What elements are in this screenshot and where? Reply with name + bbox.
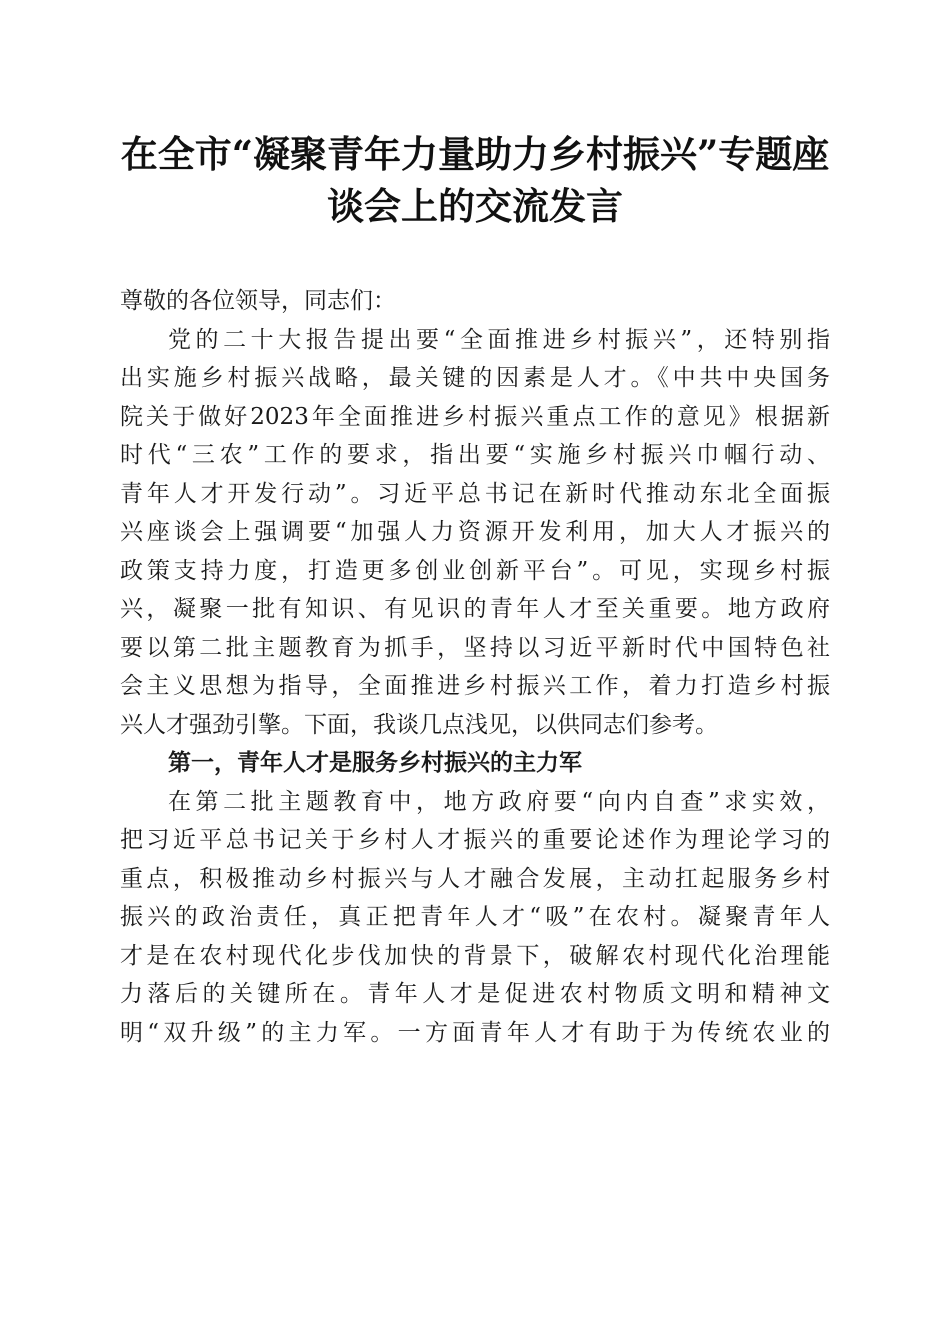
paragraph-1-line: 要以第二批主题教育为抓手，坚持以习近平新时代中国特色社 <box>120 634 830 661</box>
paragraph-1-line: 出实施乡村振兴战略，最关键的因素是人才。《中共中央国务 <box>120 365 830 391</box>
paragraph-1-line: 党的二十大报告提出要“全面推进乡村振兴”，还特别指 <box>168 326 830 353</box>
paragraph-2-line: 振兴的政治责任，真正把青年人才“吸”在农村。凝聚青年人 <box>120 904 830 930</box>
paragraph-1-line: 兴，凝聚一批有知识、有见识的青年人才至关重要。地方政府 <box>120 596 830 622</box>
paragraph-2-line: 才是在农村现代化步伐加快的背景下，破解农村现代化治理能 <box>120 942 830 969</box>
paragraph-1-line: 时代“三农”工作的要求，指出要“实施乡村振兴巾帼行动、 <box>120 442 830 468</box>
paragraph-1-line: 会主义思想为指导，全面推进乡村振兴工作，着力打造乡村振 <box>120 673 830 699</box>
paragraph-2-line: 在第二批主题教育中，地方政府要“向内自查”求实效， <box>168 788 830 815</box>
paragraph-1-line: 青年人才开发行动”。习近平总书记在新时代推动东北全面振 <box>120 480 830 507</box>
document-body <box>120 282 830 1052</box>
paragraph-1 <box>120 321 830 745</box>
paragraph-1-line: 兴座谈会上强调要“加强人力资源开发利用，加大人才振兴的 <box>120 519 830 545</box>
paragraph-2-line: 明“双升级”的主力军。一方面青年人才有助于为传统农业的 <box>120 1019 830 1046</box>
title-line-2: 谈会上的交流发言 <box>327 184 623 228</box>
paragraph-1-line: 院关于做好2023年全面推进乡村振兴重点工作的意见》根据新 <box>120 403 830 430</box>
document-title <box>100 128 850 232</box>
title-line-1: 在全市“凝聚青年力量助力乡村振兴”专题座 <box>120 132 830 176</box>
paragraph-1-line: 政策支持力度，打造更多创业创新平台”。可见，实现乡村振 <box>120 557 830 584</box>
salutation: 尊敬的各位领导，同志们： <box>120 288 396 314</box>
section-1-heading: 第一，青年人才是服务乡村振兴的主力军 <box>168 749 582 776</box>
paragraph-1-line: 兴人才强劲引擎。下面，我谈几点浅见，以供同志们参考。 <box>120 711 718 738</box>
paragraph-2-line: 把习近平总书记关于乡村人才振兴的重要论述作为理论学习的 <box>120 827 830 853</box>
paragraph-2-line: 力落后的关键所在。青年人才是促进农村物质文明和精神文 <box>120 981 830 1007</box>
paragraph-2 <box>120 783 830 1053</box>
paragraph-2-line: 重点，积极推动乡村振兴与人才融合发展，主动扛起服务乡村 <box>120 865 830 892</box>
